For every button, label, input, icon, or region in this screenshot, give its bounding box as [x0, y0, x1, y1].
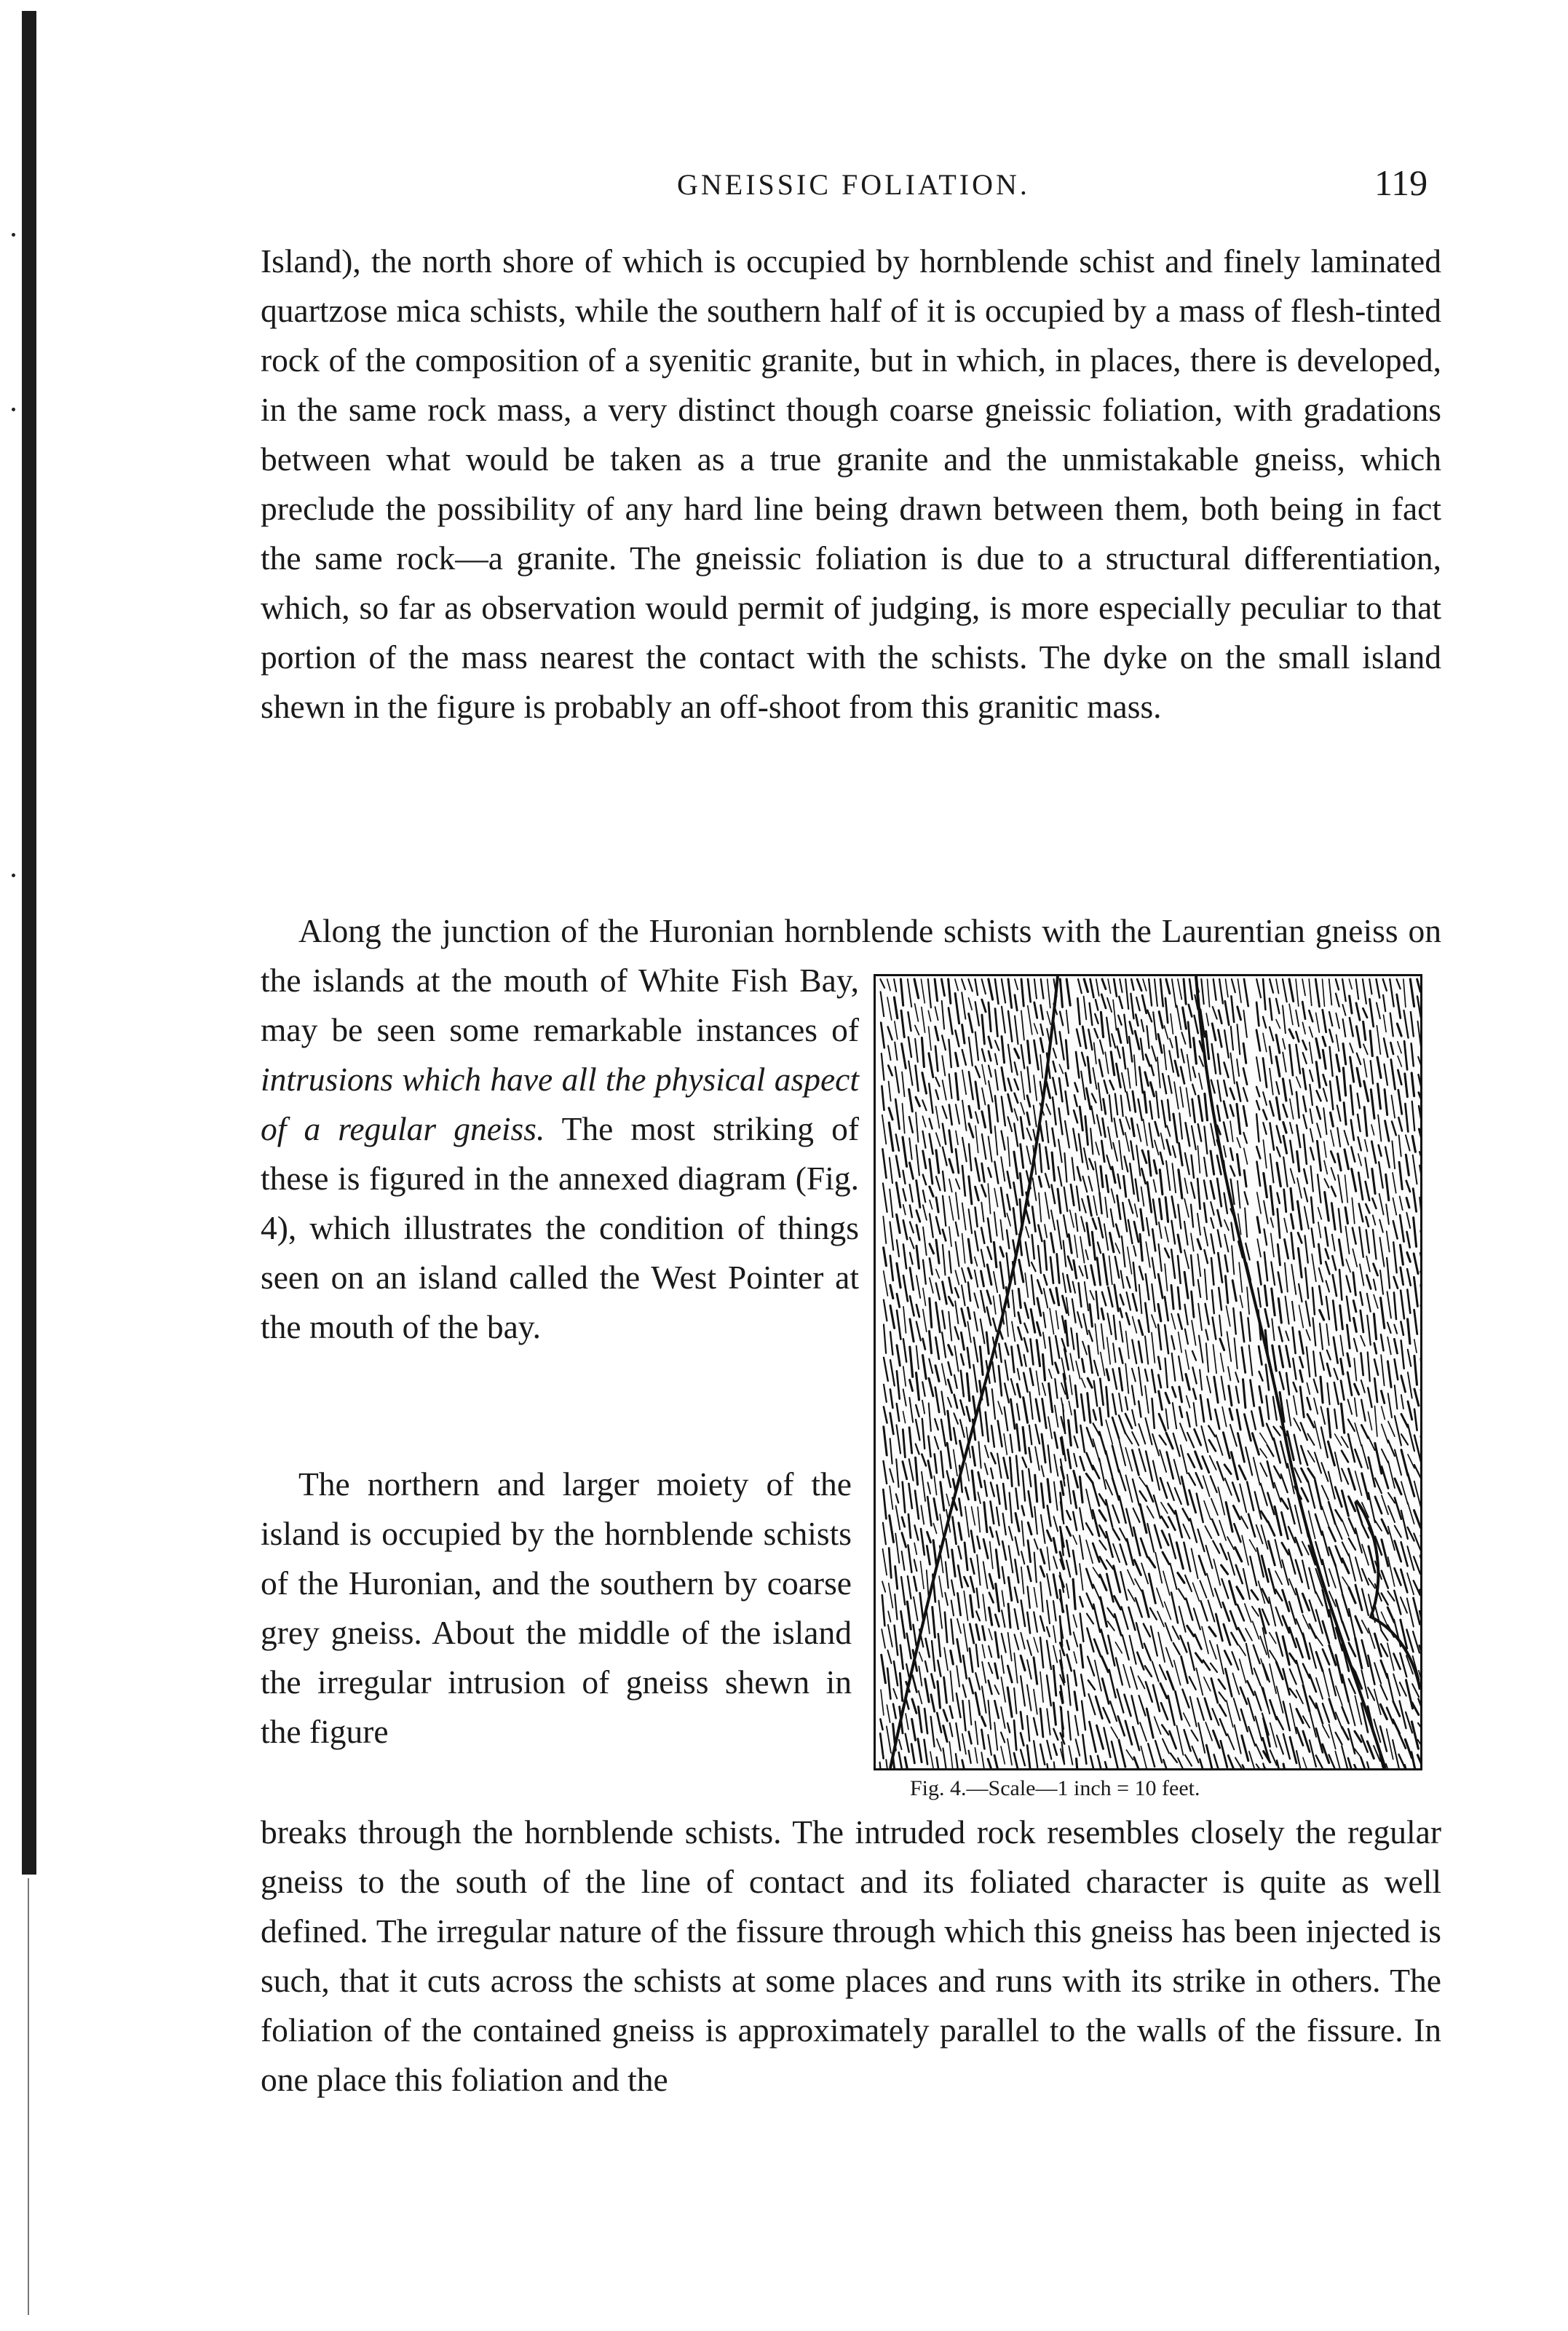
paragraph-2-italic: intrusions which have all the physical aspect of a regular gneiss. [261, 1061, 859, 1147]
paragraph-2-text-end: The most striking of these is figured in the annexed diagram (Fig. 4), which illustrates the condition of things seen on an island called the West Pointer at the mouth of the bay. [261, 1110, 859, 1345]
scan-speck [12, 233, 15, 237]
scan-edge-line [28, 1878, 29, 2315]
paragraph-4 [261, 1460, 852, 1757]
running-head: GNEISSIC FOLIATION. [677, 168, 1030, 201]
figure-4-diagram [874, 974, 1422, 1770]
paragraph-2-text: Along the junction of the Huronian hornblende schists with the Laurentian gneiss on the islands at the mouth of White Fish Bay, may be seen some remarkable instances of [261, 912, 1441, 1048]
paragraph-1: Island), the north shore of which is occupied by hornblende schist and finely laminated quartzose mica schists, while the southern half of it is occupied by a mass of flesh-tinted rock of the composition of a syenitic granite, but in which, in places, there is developed, in the same rock mass, a very distinct though coarse gneissic foliation, with gradations between what would be taken as a true granite and the unmistakable gneiss, which preclude the possibility of any hard line being drawn between them, both being in fact the same rock—a granite. The gneissic foliation is due to a structural differentiation, which, so far as observation would permit of judging, is more especially peculiar to that portion of the mass nearest the contact with the schists. The dyke on the small island shewn in the figure is probably an off-shoot from this granitic mass. [261, 242, 1441, 725]
scan-edge-shadow [22, 11, 36, 1875]
scan-speck [12, 408, 15, 411]
page-number: 119 [1374, 162, 1428, 203]
paragraph-5: breaks through the hornblende schists. The intruded rock resembles closely the regular gneiss to the south of the line of contact and its foliated character is quite as well defined. The irregular nature of the fissure through which this gneiss has been injected is such, that it cuts across the schists at some places and runs with its strike in others. The foliation of the contained gneiss is approximately parallel to the walls of the fissure. In one place this foliation and the [261, 1813, 1441, 2098]
gneiss-intrusion-illustration [876, 976, 1420, 1768]
scan-speck [12, 874, 15, 877]
paragraph-4-text: The northern and larger moiety of the island is occupied by the hornblende schists of the Huronian, and the southern by coarse grey gneiss. About the middle of the island the irregular intrusion of gneiss shewn in the figure [261, 1465, 852, 1750]
foliation-strokes [880, 979, 1420, 1768]
figure-caption: Fig. 4.—Scale—1 inch = 10 feet. [910, 1776, 1200, 1800]
wrap-spacer [261, 956, 852, 963]
